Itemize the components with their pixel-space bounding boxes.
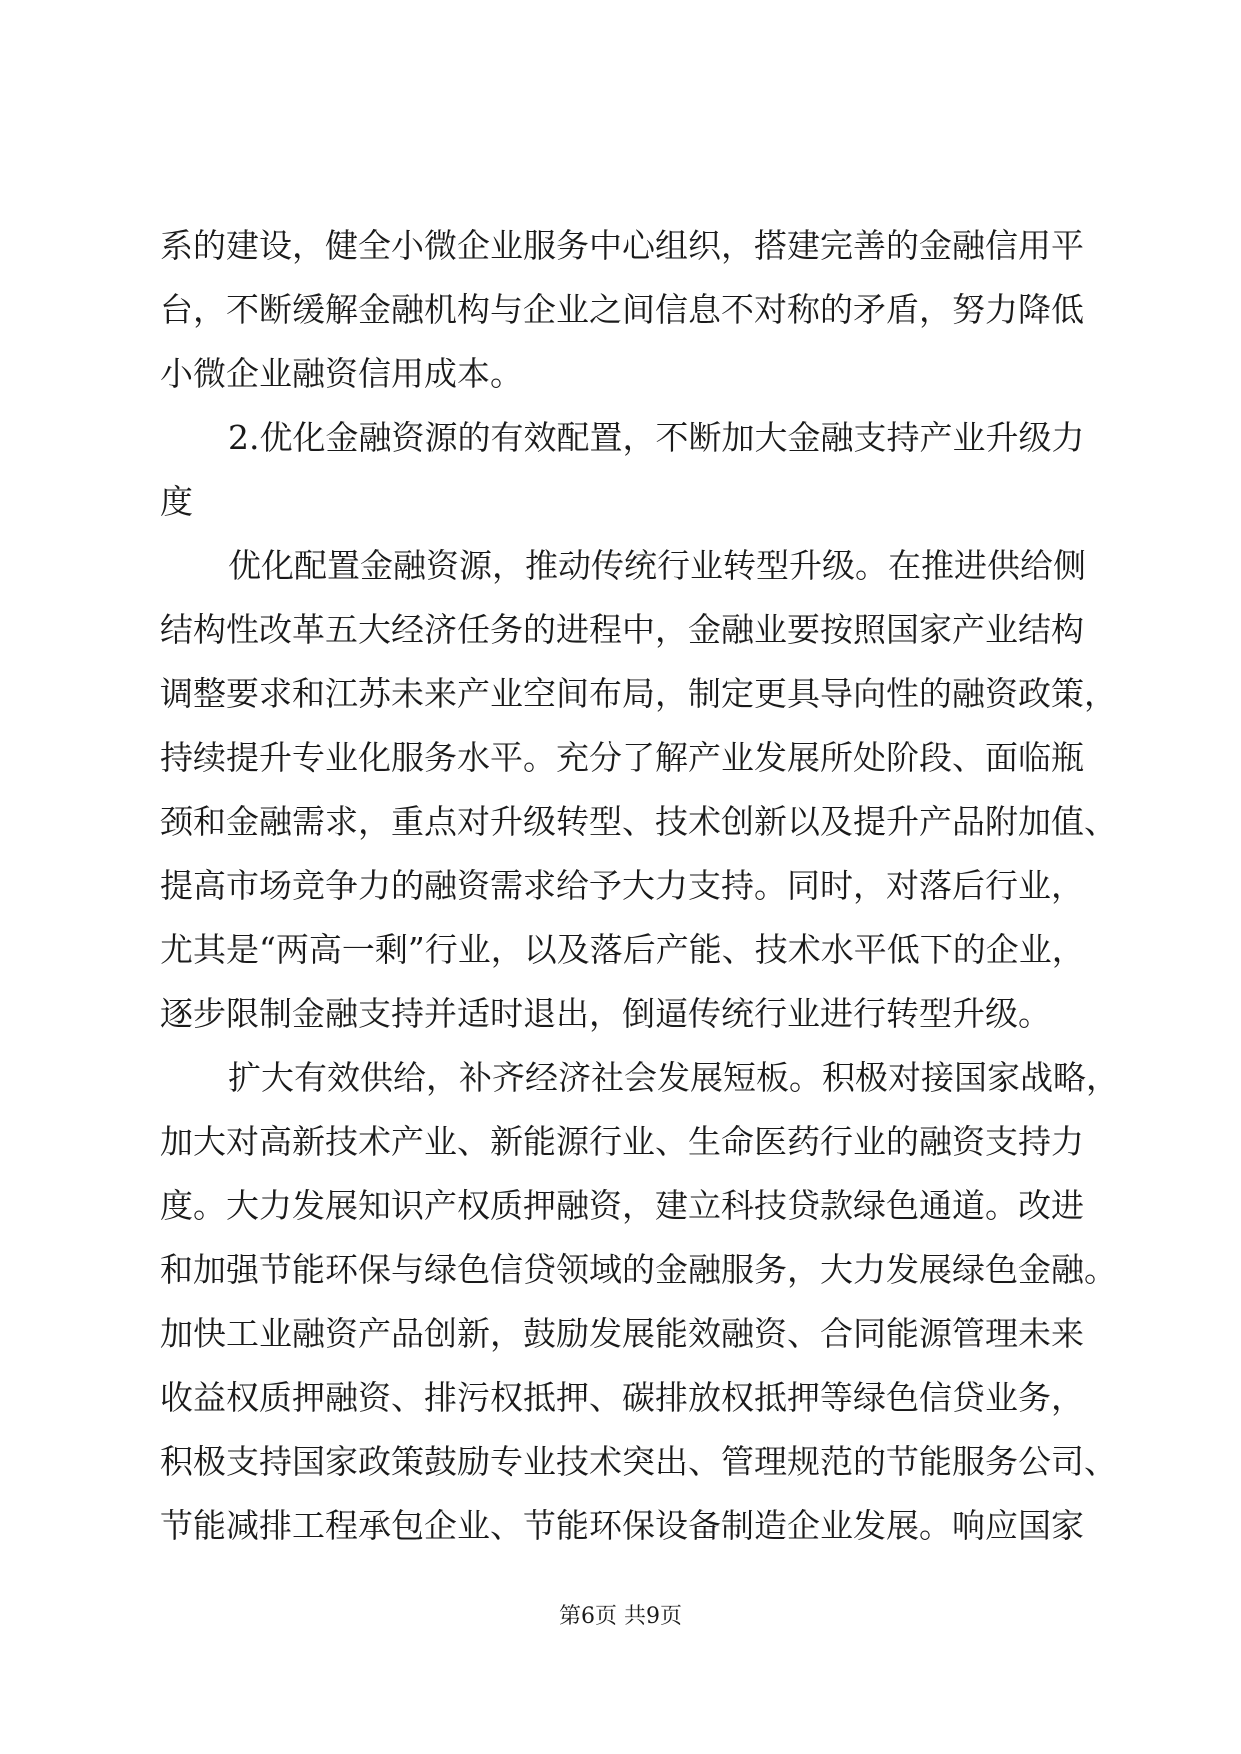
text-line: 系的建设，健全小微企业服务中心组织，搭建完善的金融信用平: [160, 226, 1084, 265]
text-line: 加快工业融资产品创新，鼓励发展能效融资、合同能源管理未来: [160, 1314, 1084, 1353]
text-line: 台，不断缓解金融机构与企业之间信息不对称的矛盾，努力降低: [160, 290, 1084, 329]
page-number-footer: 第6页 共9页: [559, 1604, 682, 1629]
section-heading-line: 2.优化金融资源的有效配置，不断加大金融支持产业升级力: [228, 418, 1085, 457]
text-line: 收益权质押融资、排污权抵押、碳排放权抵押等绿色信贷业务，: [160, 1378, 1084, 1417]
text-line: 小微企业融资信用成本。: [160, 354, 523, 393]
text-line: 颈和金融需求，重点对升级转型、技术创新以及提升产品附加值、: [160, 802, 1117, 841]
text-line: 调整要求和江苏未来产业空间布局，制定更具导向性的融资政策，: [160, 674, 1117, 713]
text-line: 度。大力发展知识产权质押融资，建立科技贷款绿色通道。改进: [160, 1186, 1084, 1225]
text-line: 逐步限制金融支持并适时退出，倒逼传统行业进行转型升级。: [160, 994, 1051, 1033]
text-line: 持续提升专业化服务水平。充分了解产业发展所处阶段、面临瓶: [160, 738, 1084, 777]
section-heading-line: 度: [160, 482, 193, 521]
text-line: 加大对高新技术产业、新能源行业、生命医药行业的融资支持力: [160, 1122, 1084, 1161]
text-line: 扩大有效供给，补齐经济社会发展短板。积极对接国家战略，: [228, 1058, 1119, 1097]
text-line: 积极支持国家政策鼓励专业技术突出、管理规范的节能服务公司、: [160, 1442, 1117, 1481]
text-line: 提高市场竞争力的融资需求给予大力支持。同时，对落后行业，: [160, 866, 1084, 905]
text-line: 和加强节能环保与绿色信贷领域的金融服务，大力发展绿色金融。: [160, 1250, 1117, 1289]
text-line: 优化配置金融资源，推动传统行业转型升级。在推进供给侧: [228, 546, 1086, 585]
text-line: 尤其是“两高一剩”行业，以及落后产能、技术水平低下的企业，: [160, 930, 1085, 969]
text-line: 节能减排工程承包企业、节能环保设备制造企业发展。响应国家: [160, 1506, 1084, 1545]
text-line: 结构性改革五大经济任务的进程中，金融业要按照国家产业结构: [160, 610, 1084, 649]
